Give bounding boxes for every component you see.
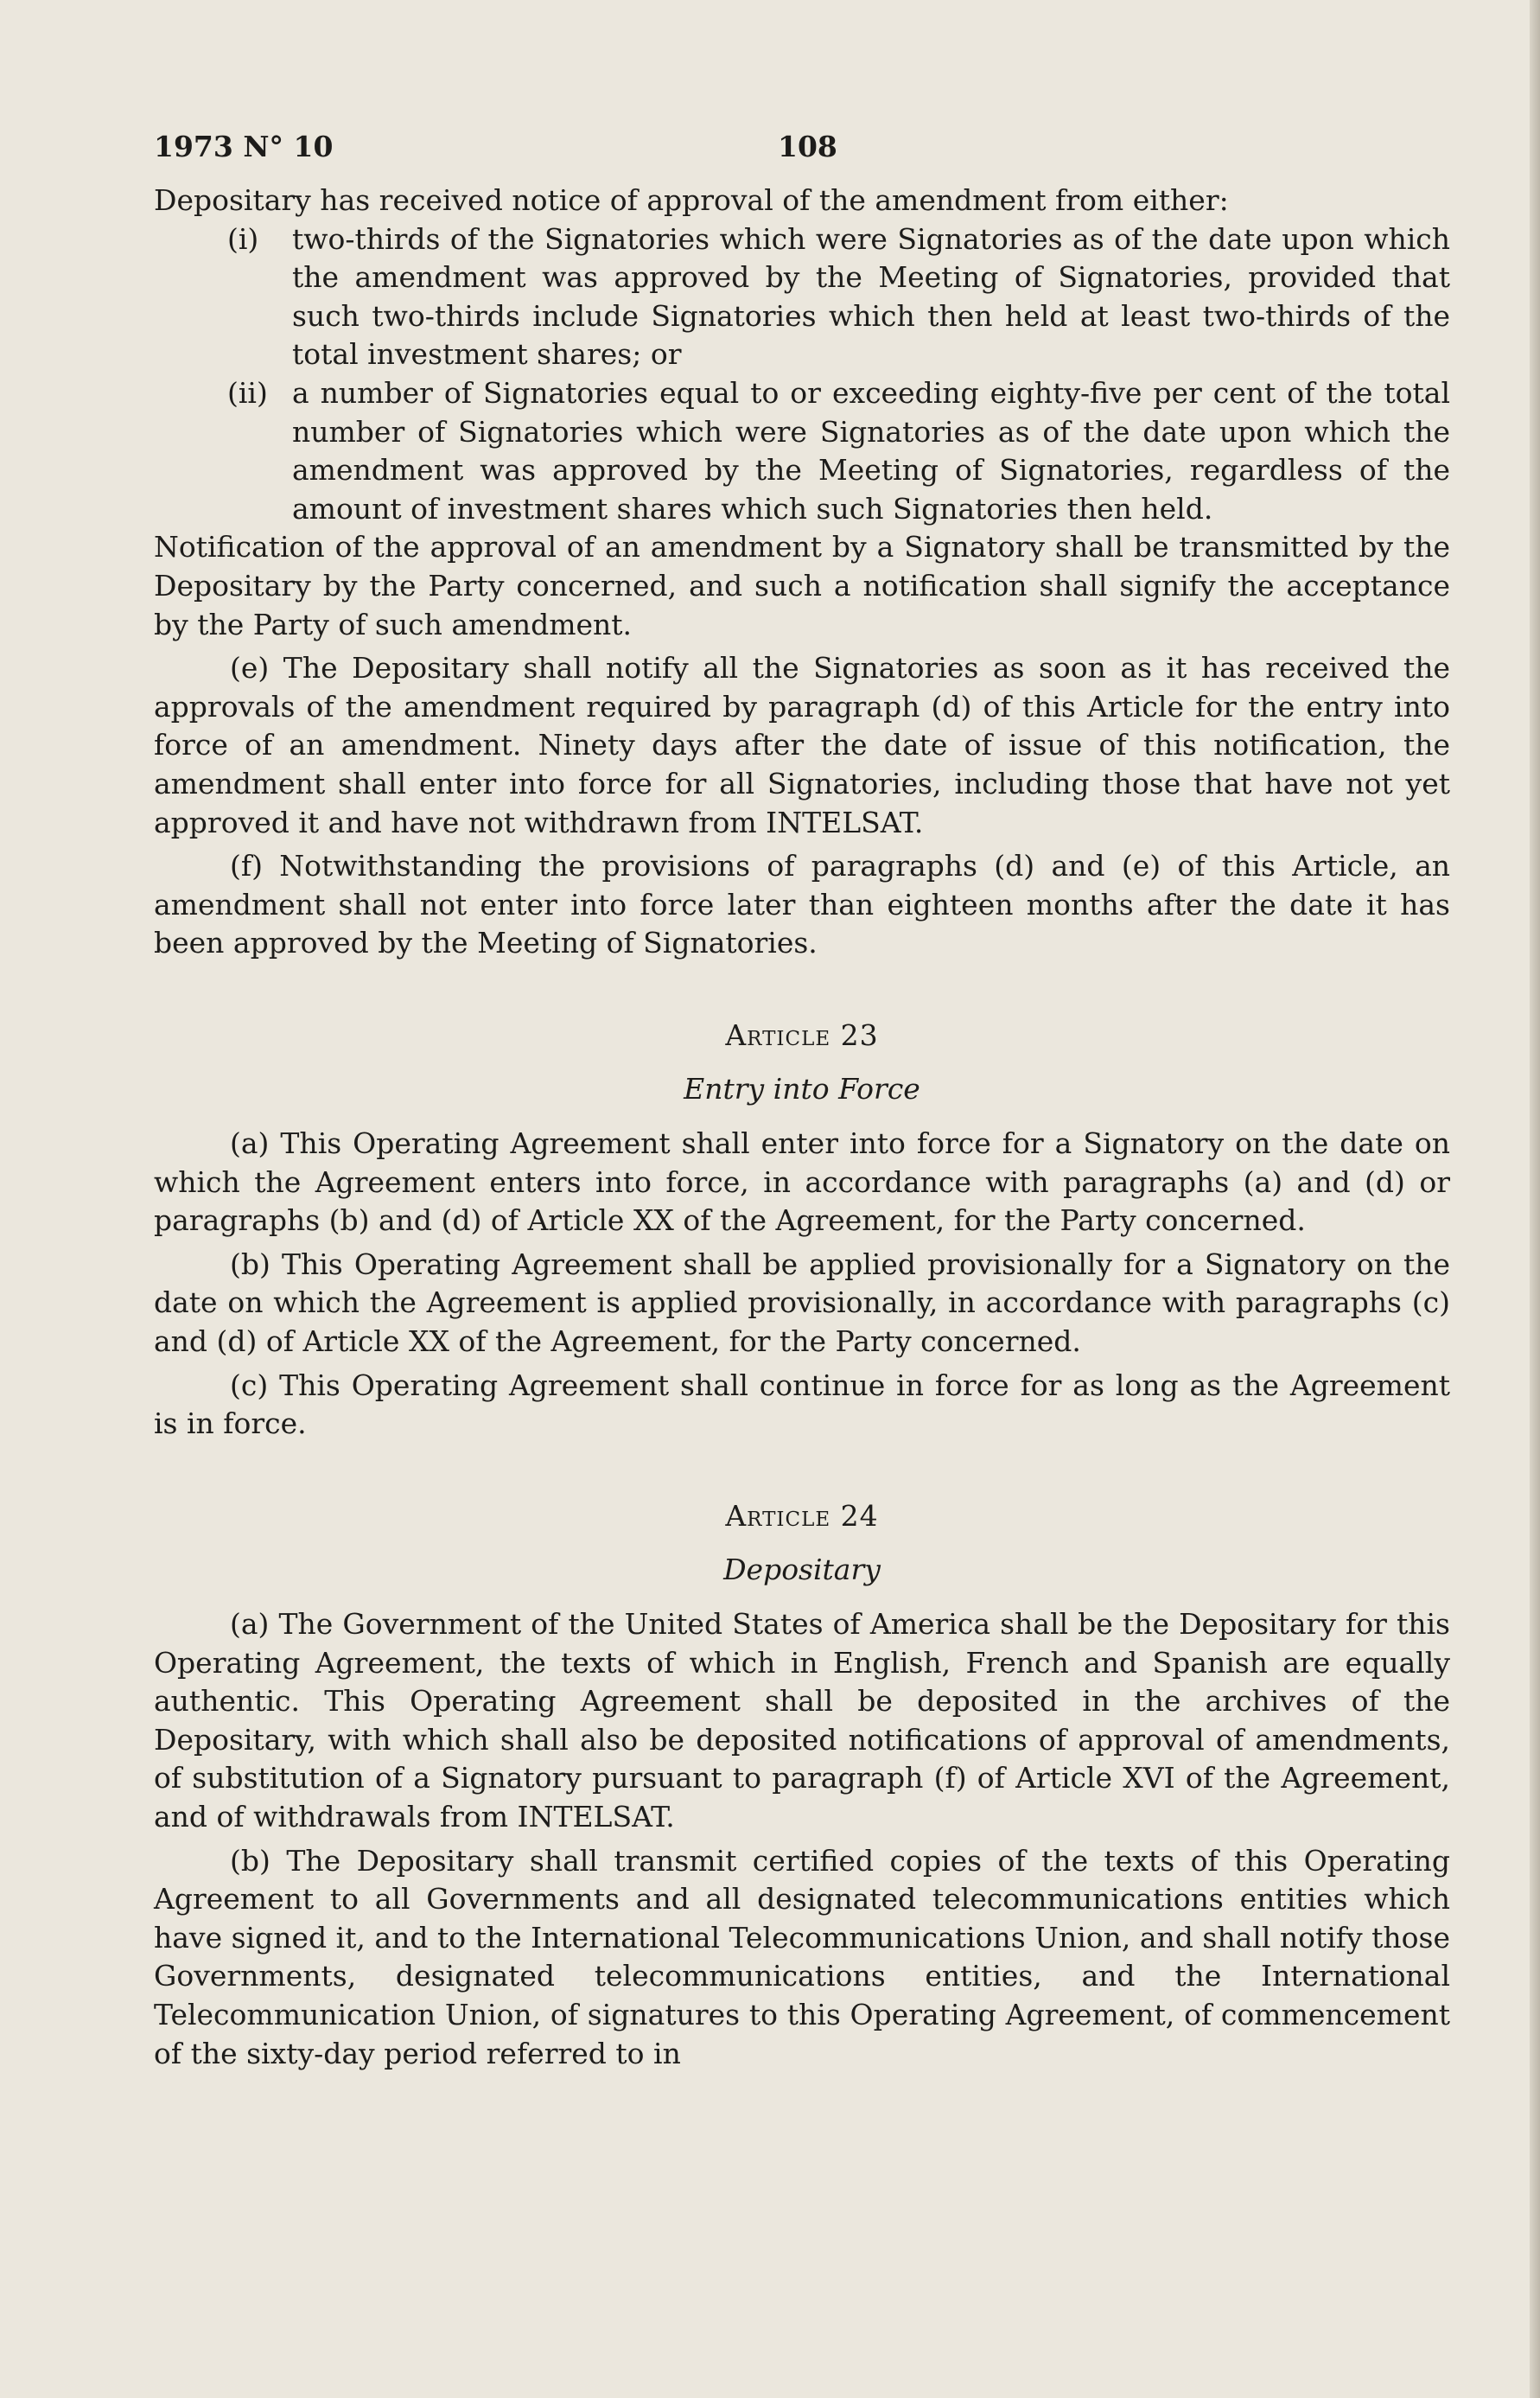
list-item-i [154, 220, 1450, 374]
list-label: (ii) [227, 375, 268, 410]
paragraph-f: (f) Notwithstanding the provisions of paragraphs (d) and (e) of this Article, an amendment shall not enter into force later than eighteen months after the date it has been approved by the Meeting of Signatories. [154, 849, 1450, 960]
list-text: two-thirds of the Signatories which were Signatories as of the date upon which the amendment was approved by the Meeting of Signatories, provided that such two-thirds include Signatories which then held at least two-thirds of the total investment shares; or [292, 221, 1450, 372]
list-label: (i) [227, 221, 259, 256]
paragraph-e: (e) The Depositary shall notify all the Signatories as soon as it has received the approvals of the amendment required by paragraph (d) of this Article for the entry into force of an amendment. Ninety days after the date of issue of this notification, the amendment shall enter into force for all Signatories, including those that have not yet approved it and have not withdrawn from INTELSAT. [154, 651, 1450, 839]
article-23-paragraph-a: (a) This Operating Agreement shall enter into force for a Signatory on the date on which the Agreement enters into force, in accordance with paragraphs (a) and (d) or paragraphs (b) and (d) of Article XX of the Agreement, for the Party concerned. [154, 1126, 1450, 1238]
page-number: 108 [778, 130, 837, 163]
article-23-paragraph-b: (b) This Operating Agreement shall be applied provisionally for a Signatory on the date on which the Agreement is applied provisionally, in accordance with paragraphs (c) and (d) of Article XX of the Agreement, for the Party concerned. [154, 1247, 1450, 1359]
article-24-subtitle: Depositary [723, 1553, 881, 1587]
notification-paragraph: Notification of the approval of an amendment by a Signatory shall be transmitted by the Depositary by the Party concerned, and such a notification shall signify the acceptance by the Party of such amendment. [154, 530, 1450, 641]
article-24-heading: Article 24 [725, 1498, 879, 1533]
list-text: a number of Signatories equal to or exceeding eighty-five per cent of the total number of Signatories which were Signatories as of the date upon which the amendment was approved by the Meeting of Signatories, regardless of the amount of investment shares which such Signatories then held. [292, 375, 1450, 526]
article-23-subtitle: Entry into Force [684, 1072, 920, 1107]
list-item-ii [154, 374, 1450, 528]
body-text [154, 182, 1450, 2073]
intro-paragraph: Depositary has received notice of approval of the amendment from either: [154, 183, 1229, 217]
gazette-reference: 1973 N° 10 [154, 130, 334, 163]
article-24-paragraph-a: (a) The Government of the United States of America shall be the Depositary for this Operating Agreement, the texts of which in English, French and Spanish are equally authentic. This Operating Agreement shall be deposited in the archives of the Depositary, with which shall also be deposited notifications of approval of amendments, of substitution of a Signatory pursuant to paragraph (f) of Article XVI of the Agreement, and of withdrawals from INTELSAT. [154, 1607, 1450, 1834]
article-23-heading: Article 23 [725, 1017, 879, 1052]
article-23-paragraph-c: (c) This Operating Agreement shall continue in force for as long as the Agreement is in force. [154, 1368, 1450, 1441]
page-edge [1530, 0, 1540, 2398]
article-24-paragraph-b: (b) The Depositary shall transmit certified copies of the texts of this Operating Agreement to all Governments and all designated telecommunications entities which have signed it, and to the International Telecommunications Union, and shall notify those Governments, designated telecommunications entities, and the International Telecommunication Union, of signatures to this Operating Agreement, of commencement of the sixty-day period referred to in [154, 1843, 1450, 2070]
page-header [154, 130, 1450, 182]
